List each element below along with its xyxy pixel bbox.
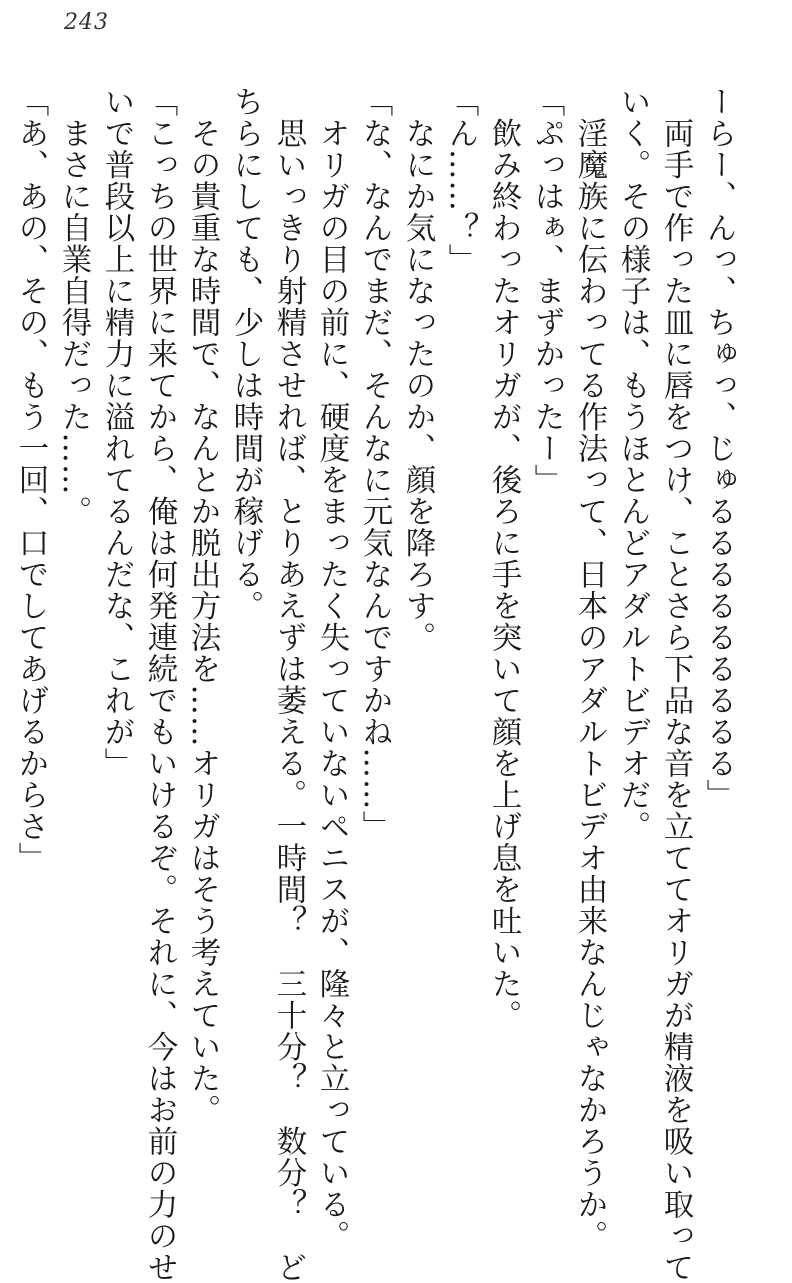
text-line: まさに自業自得だった……。 bbox=[56, 86, 91, 527]
text-line: 淫魔族に伝わってる作法って、日本のアダルトビデオ由来なんじゃなかろうか。 bbox=[572, 86, 607, 1252]
text-line: 思いっきり射精させれば、とりあえずは萎える。一時間？ 三十分？ 数分？ ど bbox=[271, 86, 306, 1283]
text-line: いく。その様子は、もうほとんどアダルトビデオだ。 bbox=[615, 86, 650, 842]
text-line: 飲み終わったオリガが、後ろに手を突いて顔を上げ息を吐いた。 bbox=[486, 86, 521, 1031]
text-line: ーらー、んっ、ちゅっ、じゅるるるるるるるるる」 bbox=[701, 86, 736, 811]
text-line: いで普段以上に精力に溢れてるんだな、これが」 bbox=[99, 86, 134, 779]
text-line: 「あ、あの、その、もう一回、口でしてあげるからさ」 bbox=[13, 86, 48, 874]
text-line: 「ん……？」 bbox=[443, 86, 478, 275]
text-line: 「こっちの世界に来てから、俺は何発連続でもいけるぞ。それに、今はお前の力のせ bbox=[142, 86, 177, 1283]
text-line: オリガの目の前に、硬度をまったく失っていないペニスが、隆々と立っている。 bbox=[314, 86, 349, 1252]
text-line: その貴重な時間で、なんとか脱出方法を……オリガはそう考えていた。 bbox=[185, 86, 220, 1126]
page-number: 243 bbox=[64, 10, 109, 35]
text-line: 両手で作った皿に唇をつけ、ことさら下品な音を立ててオリガが精液を吸い取って bbox=[658, 86, 693, 1283]
text-line: ちらにしても、少しは時間が稼げる。 bbox=[228, 86, 263, 622]
text-line: なにか気になったのか、顔を降ろす。 bbox=[400, 86, 435, 653]
text-line: 「ぷっはぁ、まずかったー」 bbox=[529, 86, 564, 496]
text-line: 「な、なんでまだ、そんなに元気なんですかね……」 bbox=[357, 86, 392, 842]
vertical-text-body bbox=[13, 86, 740, 1283]
